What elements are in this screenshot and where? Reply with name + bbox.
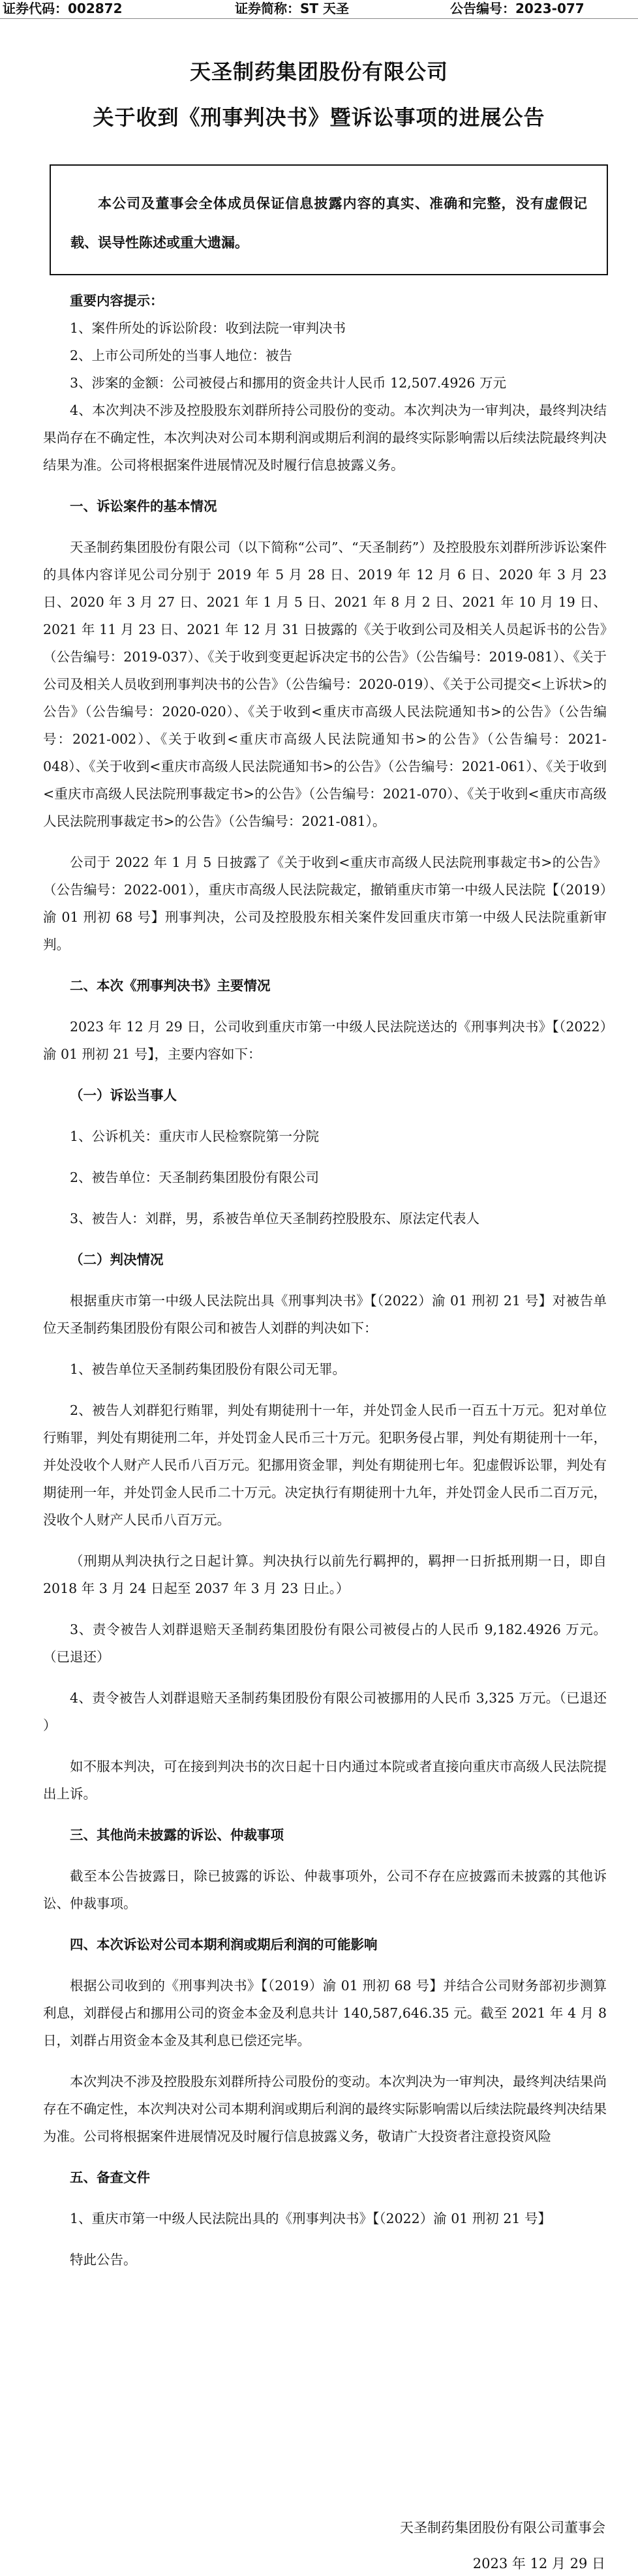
section-heading: 二、本次《刑事判决书》主要情况 [70, 978, 271, 993]
board-guarantee-notice: 本公司及董事会全体成员保证信息披露内容的真实、准确和完整，没有虚假记载、误导性陈述或重大遗漏。 [50, 164, 608, 275]
section4-paragraph: 本次判决不涉及控股股东刘群所持公司股份的变动。本次判决为一审判决，最终判决结果尚存在不确定性，本次判决对公司本期利润或期后利润的最终实际影响需以后续法院最终判决结果为准。公司将根据案件进展情况及时履行信息披露义务，敬请广大投资者注意投资风险 [43, 2074, 607, 2144]
signature-company: 天圣制药集团股份有限公司董事会 [400, 2520, 605, 2536]
section3-paragraph: 截至本公告披露日，除已披露的诉讼、仲裁事项外，公司不存在应披露而未披露的其他诉讼、仲裁事项。 [43, 1868, 607, 1911]
judgment-paragraph: 如不服本判决，可在接到判决书的次日起十日内通过本院或者直接向重庆市高级人民法院提出上诉。 [43, 1759, 607, 1802]
announcement-number: 公告编号：2023-077 [450, 1, 585, 16]
section-heading: 五、备查文件 [70, 2170, 150, 2185]
reference-document-item: 1、重庆市第一中级人民法院出具的《刑事判决书》【（2022）渝 01 刑初 21 号】 [70, 2211, 551, 2226]
tip-item: 4、本次判决不涉及控股股东刘群所持公司股份的变动。本次判决为一审判决，最终判决结果尚存在不确定性，本次判决对公司本期利润或期后利润的最终实际影响需以后续法院最终判决结果为准。公司将根据案件进展情况及时履行信息披露义务。 [43, 402, 607, 473]
judgment-paragraph: 3、责令被告人刘群退赔天圣制药集团股份有限公司被侵占的人民币 9,182.4926 万元。（已退还） [43, 1622, 607, 1665]
section-heading: 四、本次诉讼对公司本期利润或期后利润的可能影响 [70, 1937, 378, 1952]
tips-heading: 重要内容提示： [70, 293, 164, 309]
judgment-paragraph: 4、责令被告人刘群退赔天圣制药集团股份有限公司被挪用的人民币 3,325 万元。（已退还 ） [43, 1690, 607, 1733]
page-header [0, 0, 638, 19]
judgment-paragraph: 根据重庆市第一中级人民法院出具《刑事判决书》【（2022）渝 01 刑初 21 号】对被告单位天圣制药集团股份有限公司和被告人刘群的判决如下： [43, 1293, 607, 1336]
section1-paragraph: 公司于 2022 年 1 月 5 日披露了《关于收到<重庆市高级人民法院刑事裁定书>的公告》（公告编号：2022-001），重庆市高级人民法院裁定，撤销重庆市第一中级人民法院【（2019）渝 01 刑初 68 号】刑事判决，公司及控股股东相关案件发回重庆市第一中级人民法院重新审判。 [43, 855, 607, 952]
tip-item: 1、案件所处的诉讼阶段：收到法院一审判决书 [70, 320, 346, 336]
judgment-paragraph: 2、被告人刘群犯行贿罪，判处有期徒刑十一年，并处罚金人民币一百五十万元。犯对单位行贿罪，判处有期徒刑二年，并处罚金人民币三十万元。犯职务侵占罪，判处有期徒刑十一年，并处没收个人财产人民币八百万元。犯挪用资金罪，判处有期徒刑七年。犯虚假诉讼罪，判处有期徒刑一年，并处罚金人民币二十万元。决定执行有期徒刑十九年，并处罚金人民币二百万元，没收个人财产人民币八百万元。 [43, 1402, 607, 1528]
tip-item: 2、上市公司所处的当事人地位：被告 [70, 348, 293, 363]
announcement-title: 关于收到《刑事判决书》暨诉讼事项的进展公告 [93, 105, 545, 130]
party-item: 1、公诉机关：重庆市人民检察院第一分院 [70, 1129, 320, 1144]
company-title: 天圣制药集团股份有限公司 [189, 59, 448, 84]
tip-item: 3、涉案的金额：公司被侵占和挪用的资金共计人民币 12,507.4926 万元 [70, 375, 506, 391]
subsection-heading: （二）判决情况 [70, 1252, 164, 1267]
section-heading: 一、诉讼案件的基本情况 [70, 498, 217, 514]
judgment-paragraph: 1、被告单位天圣制药集团股份有限公司无罪。 [70, 1361, 346, 1377]
party-item: 3、被告人：刘群，男，系被告单位天圣制药控股股东、原法定代表人 [70, 1211, 480, 1226]
stock-code: 证券代码：002872 [3, 1, 123, 16]
closing-statement: 特此公告。 [70, 2252, 137, 2267]
announcement-body [43, 287, 607, 2273]
signature-date: 2023 年 12 月 29 日 [472, 2556, 605, 2571]
party-item: 2、被告单位：天圣制药集团股份有限公司 [70, 1170, 320, 1185]
section4-paragraph: 根据公司收到的《刑事判决书》【（2019）渝 01 刑初 68 号】并结合公司财务部初步测算利息，刘群侵占和挪用公司的资金本金及利息共计 140,587,646.35 元。截至 2021 年 4 月 8 日，刘群占用资金本金及其利息已偿还完毕。 [43, 1978, 607, 2048]
section1-paragraph: 天圣制药集团股份有限公司（以下简称“公司”、“天圣制药”）及控股股东刘群所涉诉讼案件的具体内容详见公司分别于 2019 年 5 月 28 日、2019 年 12 月 6 日、2020 年 3 月 23 日、2020 年 3 月 27 日、2021 年 1 月 5 日、2021 年 8 月 2 日、2021 年 10 月 19 日、2021 年 11 月 23 日、2021 年 12 月 31 日披露的《关于收到公司及相关人员起诉书的公告》（公告编号：2019-037）、《关于收到变更起诉决定书的公告》（公告编号：2019-081）、《关于公司及相关人员收到刑事判决书的公告》（公告编号：2020-019）、《关于公司提交<上诉状>的公告》（公告编号：2020-020）、《关于收到<重庆市高级人民法院通知书>的公告》（公告编号：2021-002）、《关于收到<重庆市高级人民法院通知书>的公告》（公告编号：2021-048）、《关于收到<重庆市高级人民法院通知书>的公告》（公告编号：2021-061）、《关于收到<重庆市高级人民法院刑事裁定书>的公告》（公告编号：2021-070）、《关于收到<重庆市高级人民法院刑事裁定书>的公告》（公告编号：2021-081）。 [43, 539, 607, 829]
section-heading: 三、其他尚未披露的诉讼、仲裁事项 [70, 1827, 284, 1843]
judgment-paragraph: （刑期从判决执行之日起计算。判决执行以前先行羁押的，羁押一日折抵刑期一日，即自 2018 年 3 月 24 日起至 2037 年 3 月 23 日止。） [43, 1553, 607, 1596]
subsection-heading: （一）诉讼当事人 [70, 1087, 177, 1103]
section2-intro: 2023 年 12 月 29 日，公司收到重庆市第一中级人民法院送达的《刑事判决书》【（2022）渝 01 刑初 21 号】，主要内容如下： [43, 1019, 607, 1062]
stock-abbreviation: 证券简称：ST 天圣 [235, 1, 350, 16]
